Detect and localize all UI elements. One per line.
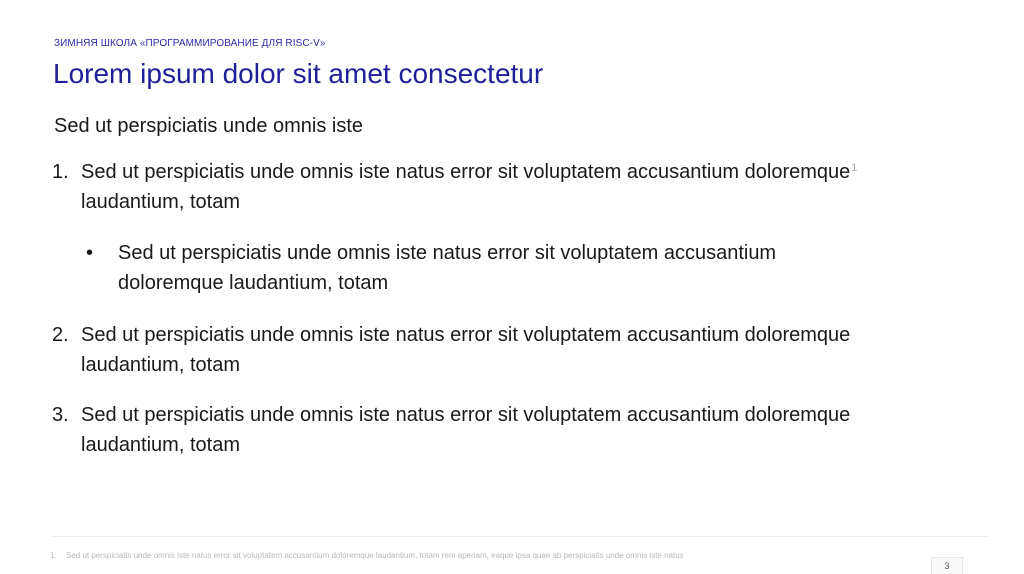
item-text-part: Sed ut perspiciatis unde omnis iste natus error sit voluptatem accusantium doloremque [81,161,851,183]
footnote-text: Sed ut perspiciatis unde omnis iste natus error sit voluptatem accusantium doloremque laudantium, totam rem aperiam, eaque ipsa quae ab perspiciatis unde omnis iste natus [66,551,684,560]
numbered-item-1 [52,157,952,217]
bullet-item [86,238,866,298]
numbered-item-2 [52,320,952,380]
footnote [50,551,684,560]
item-number: 1. [52,161,69,183]
slide-title: Lorem ipsum dolor sit amet consectetur [53,58,544,89]
item-number: 3. [52,404,69,426]
page-number-badge [931,557,963,574]
footnote-divider [52,536,988,537]
course-kicker: ЗИМНЯЯ ШКОЛА «ПРОГРАММИРОВАНИЕ ДЛЯ RISC-V» [54,38,326,49]
page-number: 3 [944,561,950,571]
bullet-text: Sed ut perspiciatis unde omnis iste natus error sit voluptatem accusantium doloremque laudantium, totam [118,242,777,294]
item-text-continuation: laudantium, totam [81,191,240,213]
bullet-icon: • [86,242,94,264]
footnote-number: 1. [50,551,57,560]
numbered-item-3 [52,400,952,460]
item-text: Sed ut perspiciatis unde omnis iste natus error sit voluptatem accusantium doloremque laudantium, totam [81,324,851,376]
item-text: Sed ut perspiciatis unde omnis iste natus error sit voluptatem accusantium doloremque laudantium, totam [81,404,851,456]
lead-paragraph: Sed ut perspiciatis unde omnis iste [54,115,364,137]
item-text [81,157,952,217]
footnote-reference[interactable]: 1 [851,162,858,174]
item-number: 2. [52,324,69,346]
